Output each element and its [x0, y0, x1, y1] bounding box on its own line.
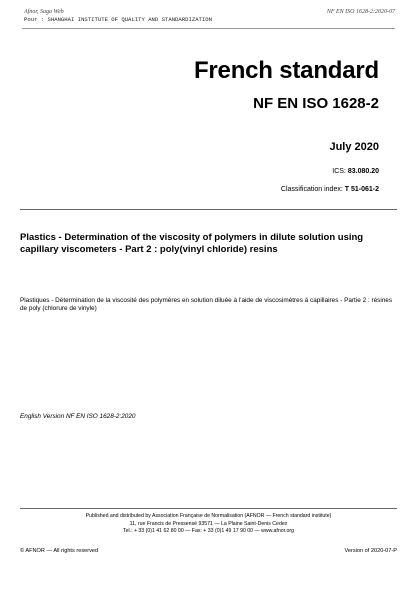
header-reference: NF EN ISO 1628-2:2020-07: [326, 9, 395, 15]
english-title: Plastics - Determination of the viscosity of polymers in dilute solution using capillary viscometers - Part 2 : poly(vinyl chloride) resins: [20, 232, 364, 255]
classification-label: Classification index:: [280, 186, 343, 193]
ics-value: 83.080.20: [347, 168, 379, 175]
publisher-divider: [20, 508, 397, 509]
classification-index: [281, 186, 379, 193]
title-divider: [20, 209, 397, 210]
page-title: French standard: [193, 57, 379, 84]
header-left: [24, 9, 212, 23]
english-version-note: English Version NF EN ISO 1628-2:2020: [20, 413, 136, 420]
standard-number: NF EN ISO 1628-2: [253, 95, 379, 112]
classification-value: T 51-061-2: [344, 186, 379, 193]
french-title: Plastiques - Détermination de la viscosité des polymères en solution diluée à l'aide de viscosimètres à capillaires - Partie 2 : résines de poly (chlorure de vinyle): [20, 297, 393, 312]
licensee-line: Pour : SHANGHAI INSTITUTE OF QUALITY AND STANDARDIZATION: [24, 16, 212, 23]
publisher-line-1: Published and distributed by Association Française de Normalisation (AFNOR — French standard institute): [85, 513, 332, 519]
ics-code: [332, 168, 379, 175]
publication-date: July 2020: [329, 141, 379, 153]
publisher-contact: Tel.: + 33 (0)1 41 62 80 00 — Fax: + 33 (0)1 49 17 90 00 — www.afnor.org: [123, 528, 294, 534]
document-version: Version of 2020-07-P: [344, 548, 397, 554]
ics-label: ICS:: [332, 168, 346, 175]
header-divider: [22, 28, 395, 29]
copyright: © AFNOR — All rights reserved: [20, 548, 99, 554]
source-line: Afnor, Saga Web: [24, 9, 64, 15]
publisher-address: 11, rue Francis de Pressensé 93571 — La Plaine Saint-Denis Cedex: [129, 521, 288, 527]
